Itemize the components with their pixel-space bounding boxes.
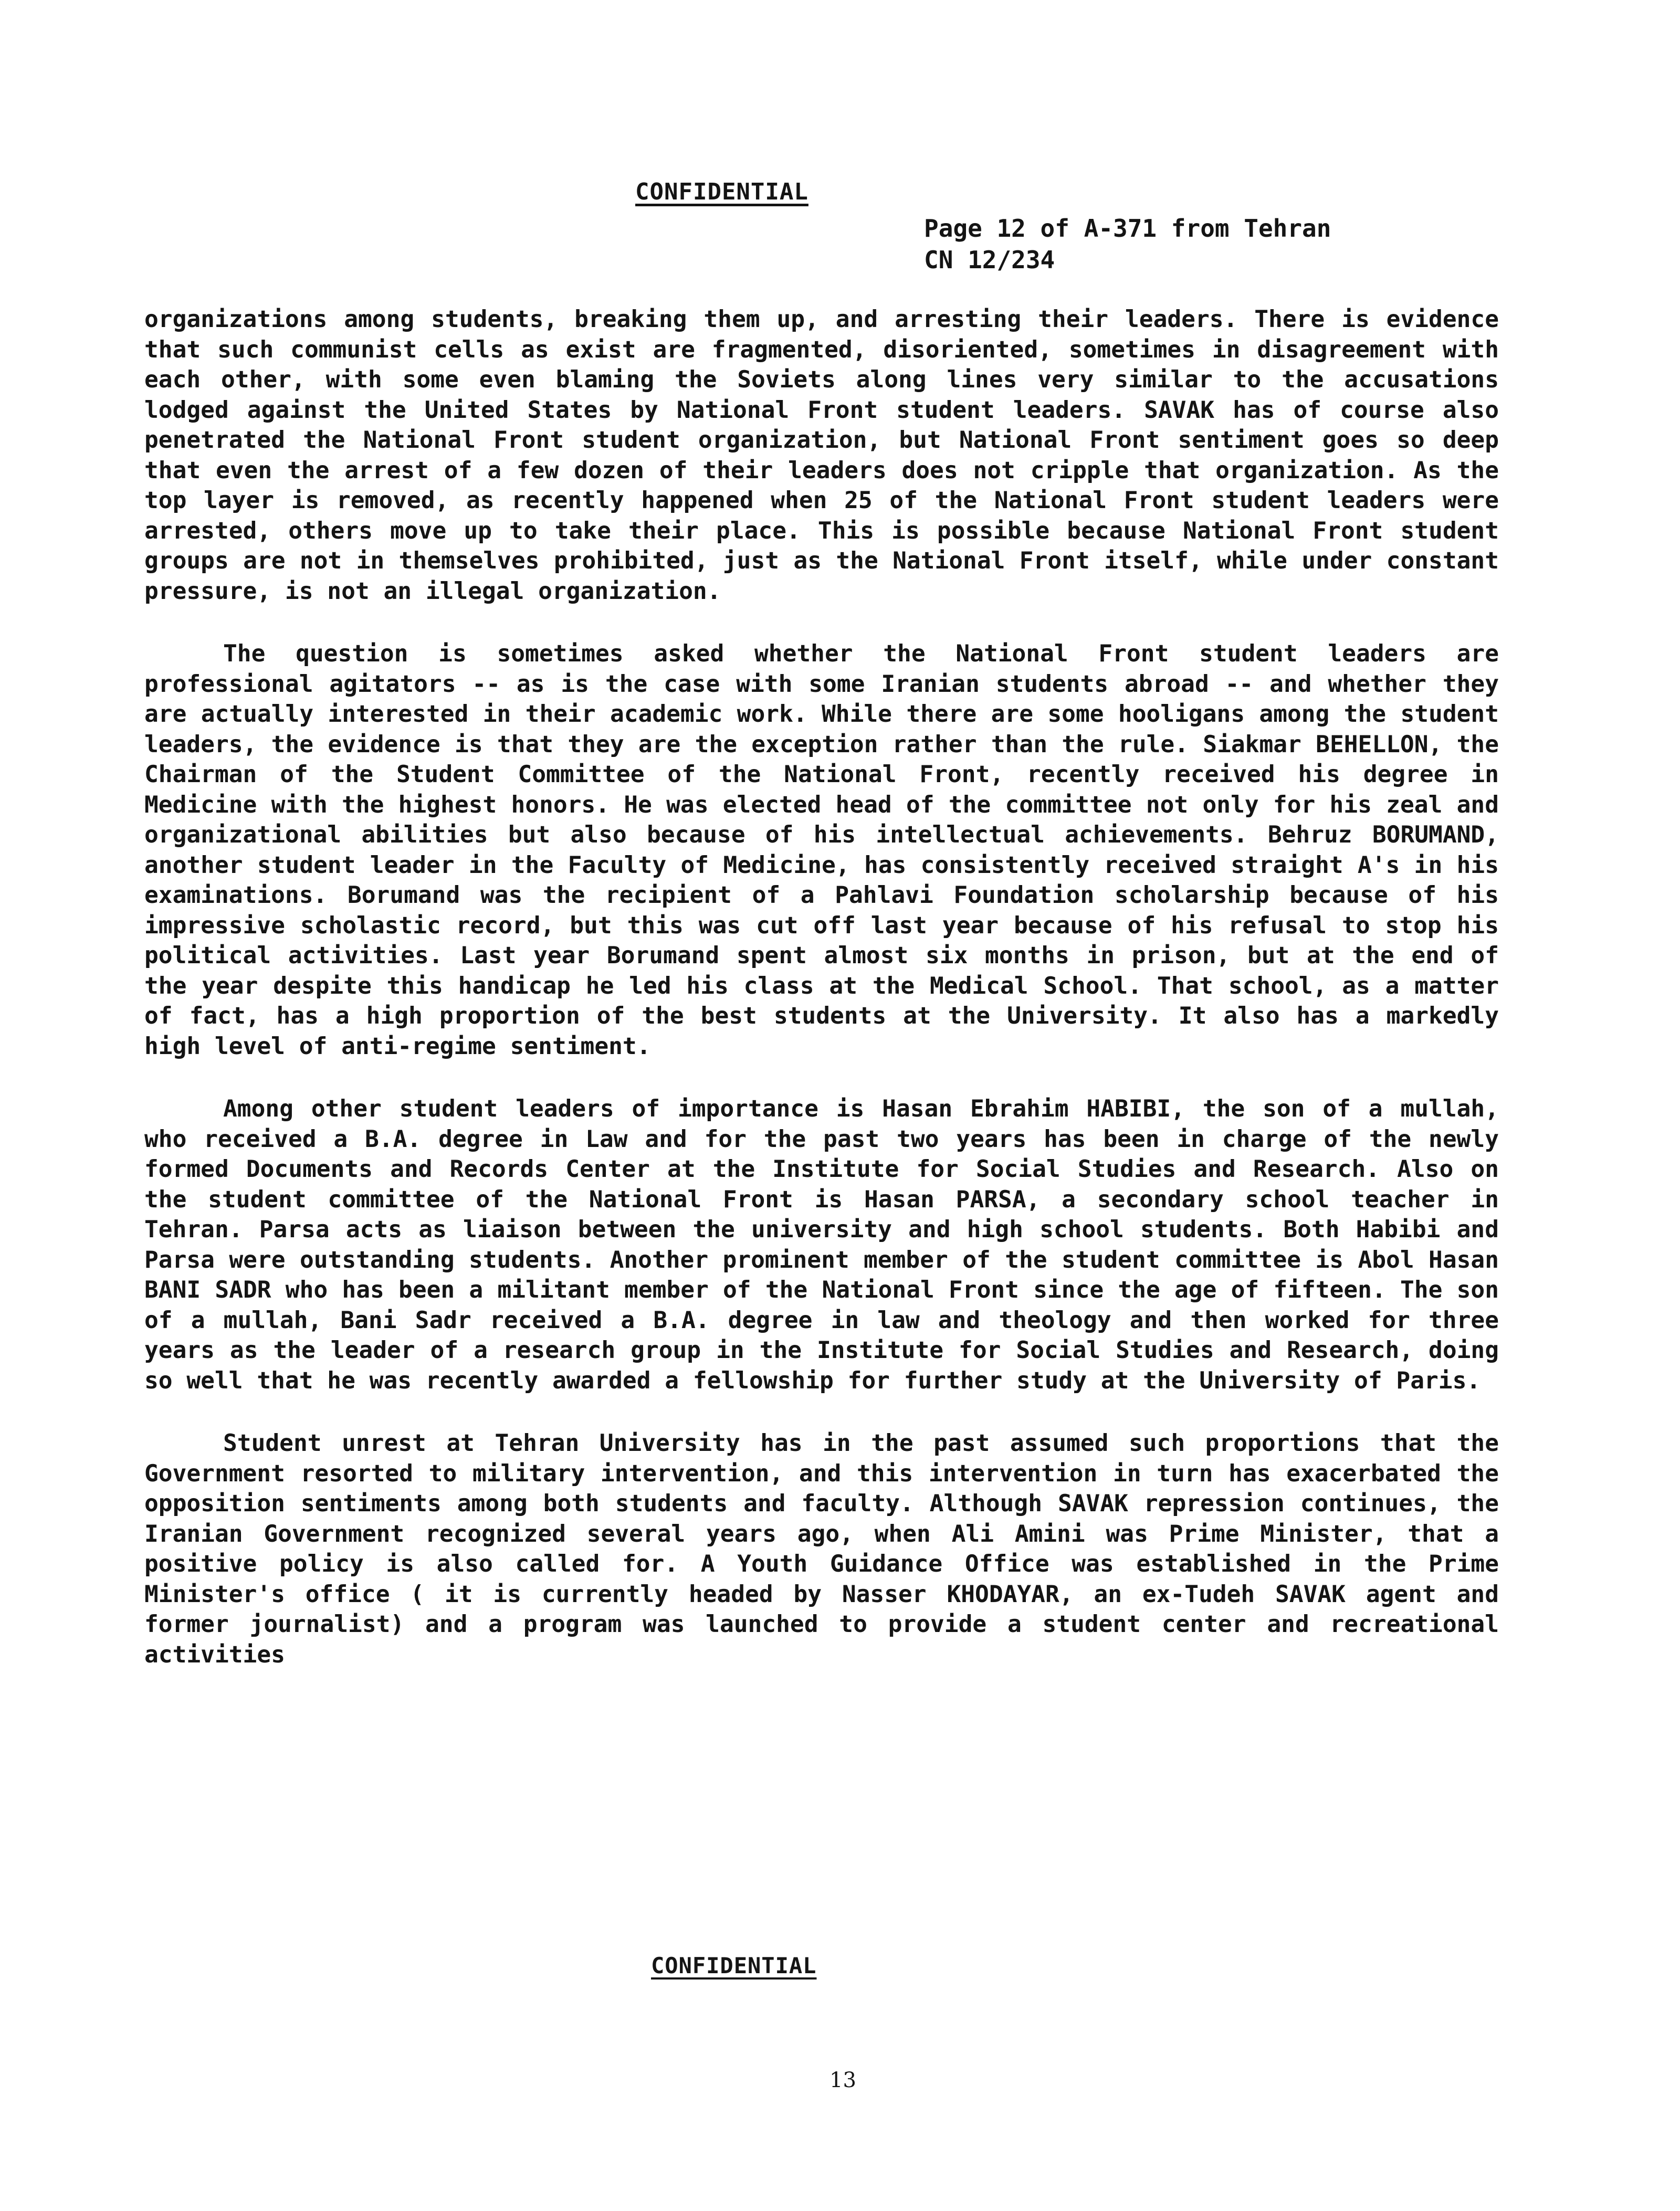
classification-header: CONFIDENTIAL [635,178,808,205]
paragraph-other-student-leaders: Among other student leaders of importance is Hasan Ebrahim HABIBI, the son of a mullah, who received a B.A. degree in Law and for the past two years has been in charge of the newly formed Documents and Records Center at the Institute for Social Studies and Research. Also on the student committee of the National Front is Hasan PARSA, a secondary school teacher in Tehran. Parsa acts as liaison between the university and high school students. Both Habibi and Parsa were outstanding students. Another prominent member of the student committee is Abol Hasan BANI SADR who has been a militant member of the National Front since the age of fifteen. The son of a mullah, Bani Sadr received a B.A. degree in law and theology and then worked for three years as the leader of a research group in the Institute for Social Studies and Research, doing so well that he was recently awarded a fellowship for further study at the University of Paris. [144,1096,1499,1394]
classification-footer: CONFIDENTIAL [651,1953,817,1978]
document-reference [924,213,1331,276]
reference-page-line: Page 12 of A-371 from Tehran [924,214,1331,243]
paragraph-continuation: organizations among students, breaking them up, and arresting their leaders. There is evidence that such communist cells as exist are fragmented, disoriented, sometimes in disagreement with each other, with some even blaming the Soviets along lines very similar to the accusations lodged against the United States by National Front student leaders. SAVAK has of course also penetrated the National Front student organization, but National Front sentiment goes so deep that even the arrest of a few dozen of their leaders does not cripple that organization. As the top layer is removed, as recently happened when 25 of the National Front student leaders were arrested, others move up to take their place. This is possible because National Front student groups are not in themselves prohibited, just as the National Front itself, while under constant pressure, is not an illegal organization. [144,306,1499,605]
paragraph-student-unrest: Student unrest at Tehran University has in the past assumed such proportions that the Government resorted to military intervention, and this intervention in turn has exacerbated the opposition sentiments among both students and faculty. Although SAVAK repression continues, the Iranian Government recognized several years ago, when Ali Amini was Prime Minister, that a positive policy is also called for. A Youth Guidance Office was established in the Prime Minister's office ( it is currently headed by Nasser KHODAYAR, an ex-Tudeh SAVAK agent and former journalist) and a program was launched to provide a student center and recreational activities [144,1430,1499,1668]
page-number: 13 [830,2068,856,2092]
paragraph-student-leaders-question: The question is sometimes asked whether the National Front student leaders are professional agitators -- as is the case with some Iranian students abroad -- and whether they are actually interested in their academic work. While there are some hooligans among the student leaders, the evidence is that they are the exception rather than the rule. Siakmar BEHELLON, the Chairman of the Student Committee of the National Front, recently received his degree in Medicine with the highest honors. He was elected head of the committee not only for his zeal and organizational abilities but also because of his intellectual achievements. Behruz BORUMAND, another student leader in the Faculty of Medicine, has consistently received straight A's in his examinations. Borumand was the recipient of a Pahlavi Foundation scholarship because of his impressive scholastic record, but this was cut off last year because of his refusal to stop his political activities. Last year Borumand spent almost six months in prison, but at the end of the year despite this handicap he led his class at the Medical School. That school, as a matter of fact, has a high proportion of the best students at the University. It also has a markedly high level of anti-regime sentiment. [144,640,1499,1060]
document-body [144,304,1499,1702]
reference-cn-line: CN 12/234 [924,246,1055,274]
